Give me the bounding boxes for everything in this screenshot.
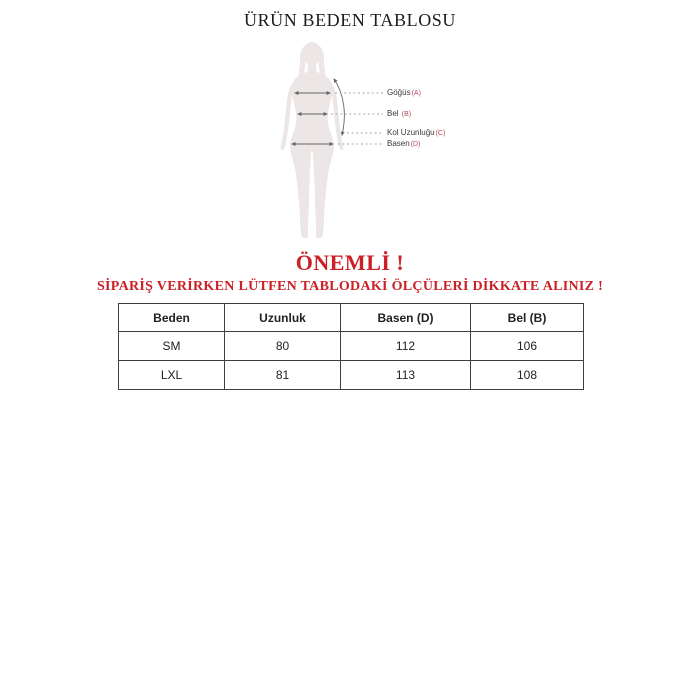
label-chest: Göğüs(A) xyxy=(387,88,421,97)
order-warning-text: SİPARİŞ VERİRKEN LÜTFEN TABLODAKİ ÖLÇÜLERİ DİKKATE ALINIZ ! xyxy=(96,279,604,294)
cell-waist: 106 xyxy=(471,332,584,361)
label-arm-length: Kol Uzunluğu(C) xyxy=(387,128,446,137)
col-header-uzunluk: Uzunluk xyxy=(225,304,341,332)
cell-hip: 112 xyxy=(341,332,471,361)
measurement-diagram xyxy=(250,40,490,245)
cell-hip: 113 xyxy=(341,361,471,390)
size-table xyxy=(118,303,584,390)
female-silhouette xyxy=(281,42,344,238)
page-title: ÜRÜN BEDEN TABLOSU xyxy=(243,10,457,30)
label-hip: Basen(D) xyxy=(387,139,421,148)
col-header-bel: Bel (B) xyxy=(471,304,584,332)
table-row xyxy=(119,332,584,361)
cell-waist: 108 xyxy=(471,361,584,390)
important-heading: ÖNEMLİ ! xyxy=(295,250,405,275)
col-header-basen: Basen (D) xyxy=(341,304,471,332)
cell-size: LXL xyxy=(119,361,225,390)
female-silhouette-diagram xyxy=(250,40,490,245)
table-row xyxy=(119,361,584,390)
cell-length: 80 xyxy=(225,332,341,361)
label-waist: Bel (B) xyxy=(387,109,412,118)
col-header-beden: Beden xyxy=(119,304,225,332)
cell-length: 81 xyxy=(225,361,341,390)
size-table-header-row xyxy=(119,304,584,332)
cell-size: SM xyxy=(119,332,225,361)
